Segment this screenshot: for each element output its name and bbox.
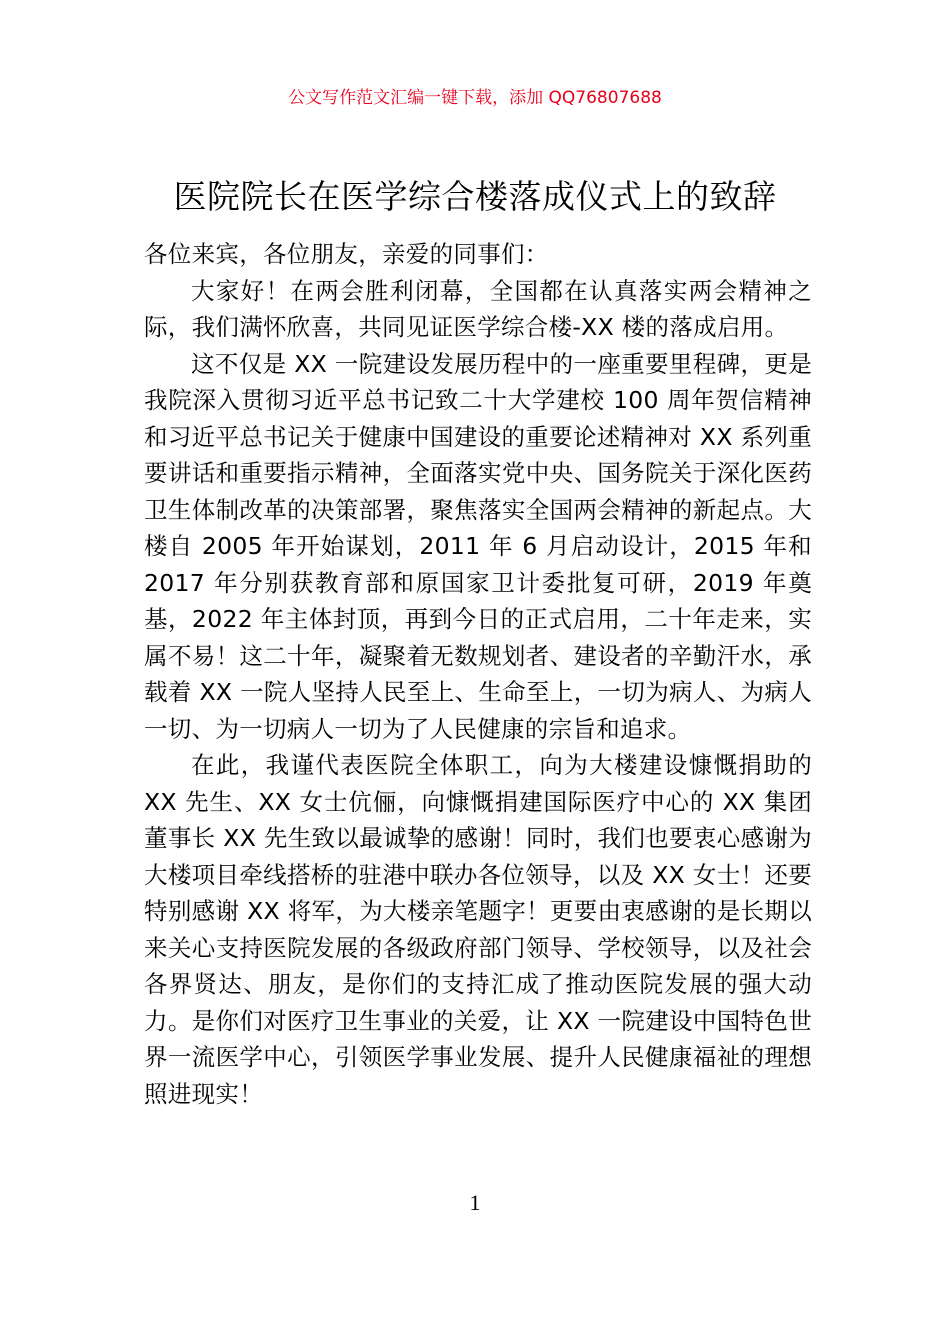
document-body [144,236,812,1112]
download-promo-note: 公文写作范文汇编一键下载，添加 QQ76807688 [288,88,662,108]
document-title: 医院院长在医学综合楼落成仪式上的致辞 [173,177,777,216]
salutation: 各位来宾，各位朋友，亲爱的同事们： [144,240,549,268]
paragraph-greeting: 大家好！在两会胜利闭幕，全国都在认真落实两会精神之际，我们满怀欣喜，共同见证医学综合楼-XX 楼的落成启用。 [144,276,812,341]
paragraph-milestone: 这不仅是 XX 一院建设发展历程中的一座重要里程碑，更是我院深入贯彻习近平总书记致二十大学建校 100 周年贺信精神和习近平总书记关于健康中国建设的重要论述精神对 XX 系列重要讲话和重要指示精神，全面落实党中央、国务院关于深化医药卫生体制改革的决策部署，聚焦落实全国两会精神的新起点。大楼自 2005 年开始谋划，2011 年 6 月启动设计，2015 年和 2017 年分别获教育部和原国家卫计委批复可研，2019 年奠基，2022 年主体封顶，再到今日的正式启用，二十年走来，实属不易！这二十年，凝聚着无数规划者、建设者的辛勤汗水，承载着 XX 一院人坚持人民至上、生命至上，一切为病人、为病人一切、为一切病人一切为了人民健康的宗旨和追求。 [144,349,812,743]
paragraph-thanks: 在此，我谨代表医院全体职工，向为大楼建设慷慨捐助的 XX 先生、XX 女士伉俪，向慷慨捐建国际医疗中心的 XX 集团董事长 XX 先生致以最诚挚的感谢！同时，我们也要衷心感谢为大楼项目牵线搭桥的驻港中联办各位领导，以及 XX 女士！还要特别感谢 XX 将军，为大楼亲笔题字！更要由衷感谢的是长期以来关心支持医院发展的各级政府部门领导、学校领导，以及社会各界贤达、朋友，是你们的支持汇成了推动医院发展的强大动力。是你们对医疗卫生事业的关爱，让 XX 一院建设中国特色世界一流医学中心，引领医学事业发展、提升人民健康福祉的理想照进现实！ [144,751,812,1108]
page-number: 1 [469,1190,481,1215]
